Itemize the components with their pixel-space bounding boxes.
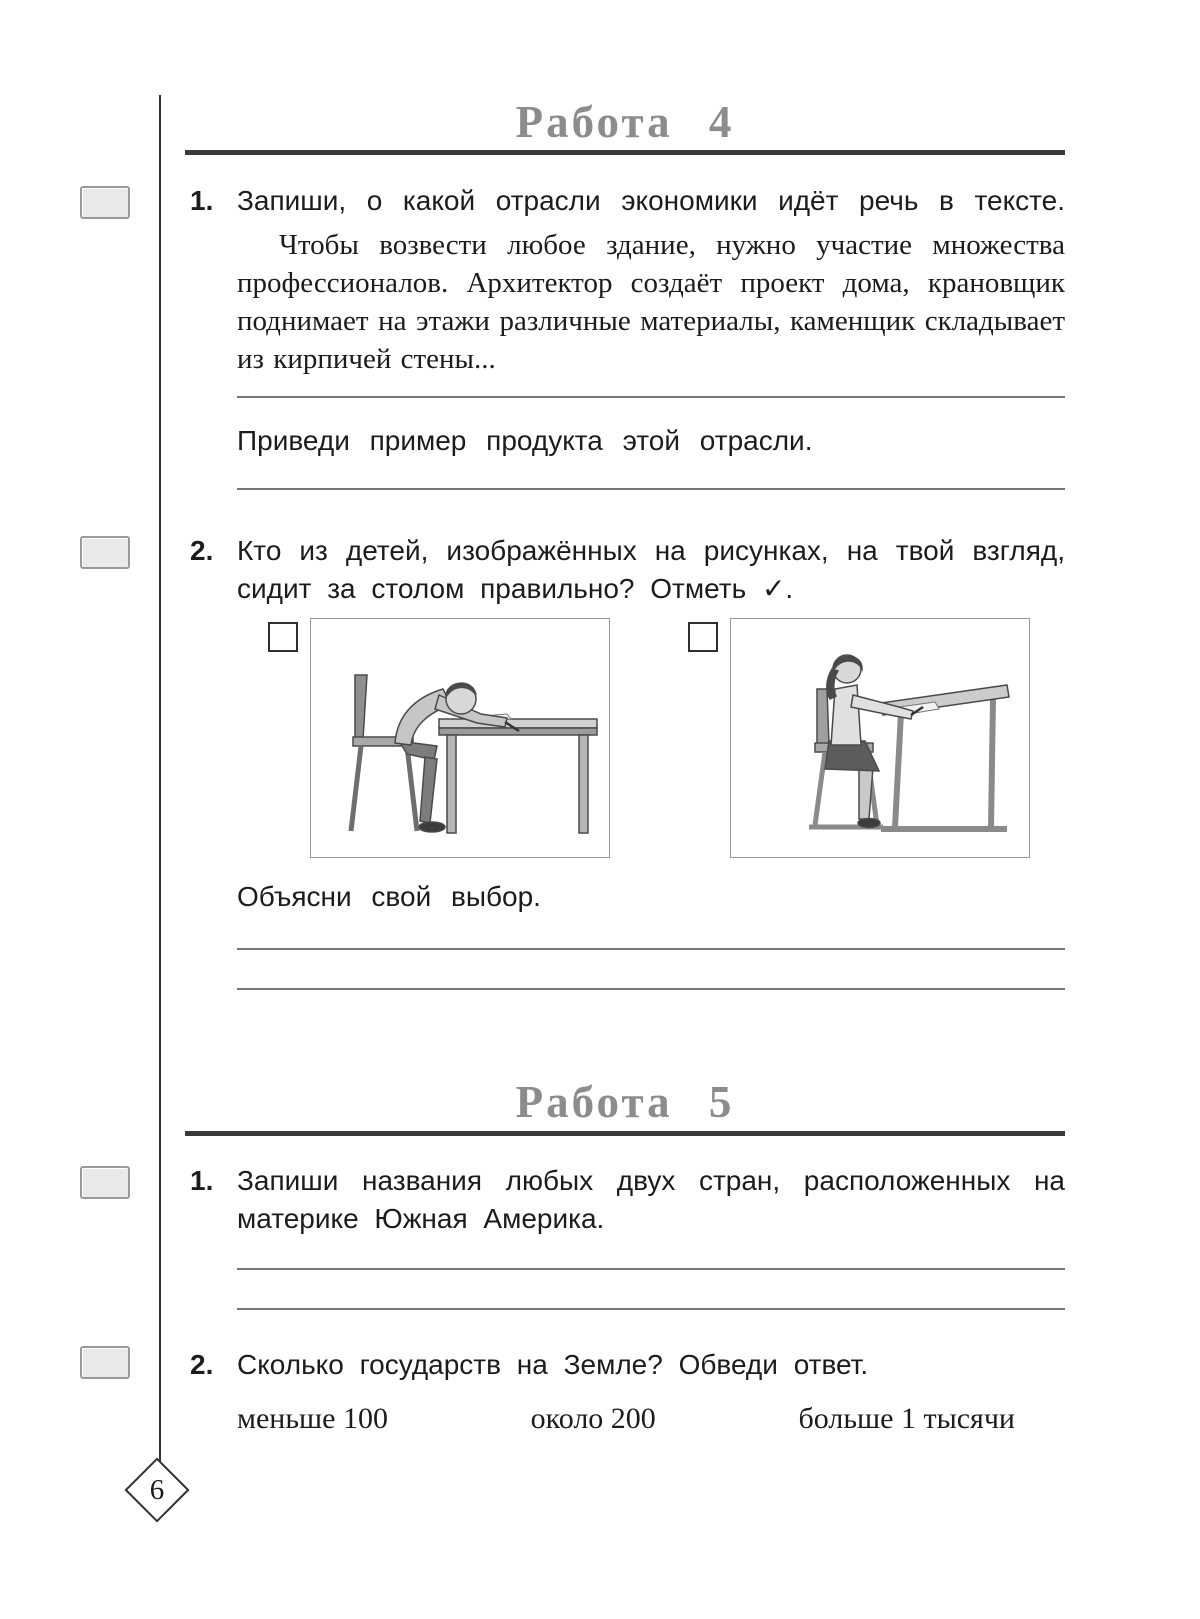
grading-checkbox-work4-task2[interactable] xyxy=(80,536,130,569)
answer-line-work4-task1-b[interactable] xyxy=(237,488,1065,490)
picture-checkbox-right[interactable] xyxy=(688,622,718,652)
work5-task2-instruction: Сколько государств на Земле? Обведи ответ. xyxy=(237,1349,869,1380)
work4-task2-explain-prompt: Объясни свой выбор. xyxy=(237,881,541,912)
work5-title: Работа 5 xyxy=(515,1077,735,1127)
answer-line-work4-task2-a[interactable] xyxy=(237,948,1065,950)
option-more-than-1000[interactable]: больше 1 тысячи xyxy=(798,1402,1015,1435)
child-upright-illustration xyxy=(731,619,1029,857)
desk xyxy=(439,719,597,833)
picture-checkbox-left[interactable] xyxy=(268,622,298,652)
work4-task1-followup: Приведи пример продукта этой отрасли. xyxy=(237,425,813,456)
answer-line-work4-task1-a[interactable] xyxy=(237,396,1065,398)
work4-task1-instruction: Запиши, о какой отрасли экономики идёт речь в тексте. xyxy=(237,185,1065,216)
grading-checkbox-work4-task1[interactable] xyxy=(80,186,130,219)
work5-task1-number: 1. xyxy=(190,1165,214,1196)
work5-task2-number: 2. xyxy=(190,1349,214,1380)
child-slouching-illustration xyxy=(311,619,609,857)
work4-task1-number: 1. xyxy=(190,185,214,216)
work4-title-rule xyxy=(185,150,1065,155)
work4-task2-instruction: Кто из детей, изображённых на рисунках, на твой взгляд, сидит за столом правильно? Отметь ✓. xyxy=(237,535,1065,604)
answer-options xyxy=(237,1402,1015,1436)
page-number-badge xyxy=(128,1461,186,1519)
work5-task1-instruction: Запиши названия любых двух стран, расположенных на материке Южная Америка. xyxy=(237,1165,1065,1234)
work4-task1-passage: Чтобы возвести любое здание, нужно участие множества профессионалов. Архитектор создаёт проект дома, крановщик поднимает на этажи различные материалы, каменщик складывает из кирпичей стены... xyxy=(237,229,1065,375)
answer-line-work4-task2-b[interactable] xyxy=(237,988,1065,990)
answer-line-work5-task1-a[interactable] xyxy=(237,1268,1065,1270)
work4-task2-number: 2. xyxy=(190,535,214,566)
work4-title: Работа 4 xyxy=(515,97,735,147)
option-less-than-100[interactable]: меньше 100 xyxy=(237,1402,388,1435)
grading-checkbox-work5-task2[interactable] xyxy=(80,1346,130,1379)
work5-title-rule xyxy=(185,1131,1065,1136)
page-number: 6 xyxy=(149,1473,165,1506)
grading-checkbox-work5-task1[interactable] xyxy=(80,1166,130,1199)
picture-left-frame xyxy=(310,618,610,858)
option-about-200[interactable]: около 200 xyxy=(530,1402,656,1435)
answer-line-work5-task1-b[interactable] xyxy=(237,1308,1065,1310)
margin-vertical-rule xyxy=(159,95,161,1463)
picture-right-frame xyxy=(730,618,1030,858)
